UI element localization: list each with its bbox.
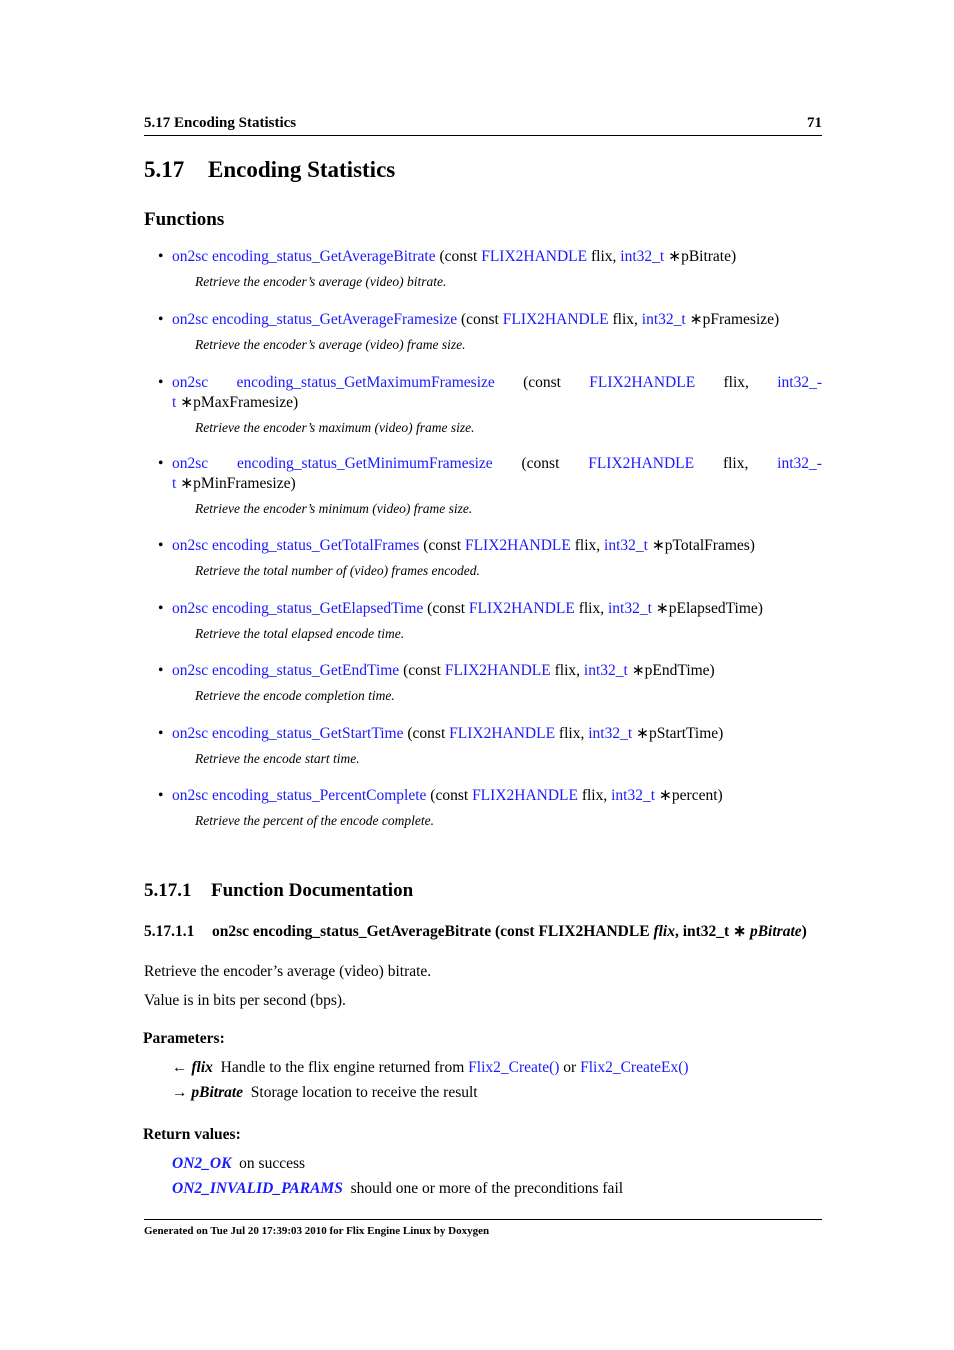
type-link[interactable]: FLIX2HANDLE (502, 311, 609, 328)
int-type-link-cont[interactable]: t (172, 394, 177, 411)
header-page-number: 71 (807, 115, 822, 131)
doc-section-number: 5.17.1 (144, 880, 192, 901)
type-link[interactable]: FLIX2HANDLE (449, 725, 556, 742)
function-name-link[interactable]: encoding_status_GetTotalFrames (212, 537, 420, 554)
type-link[interactable]: FLIX2HANDLE (444, 662, 551, 679)
flix2-create-link[interactable]: Flix2_Create() (468, 1059, 560, 1076)
direction-in-icon: ← (172, 1059, 188, 1076)
return-type-link[interactable]: on2sc (172, 725, 209, 742)
function-description: Retrieve the total elapsed encode time. (195, 626, 405, 641)
function-description: Retrieve the total number of (video) frames encoded. (195, 563, 480, 578)
doc-section-text: Function Documentation (211, 880, 414, 901)
return-type-link[interactable]: on2sc (172, 374, 209, 391)
bullet-icon: • (158, 455, 164, 472)
type-link[interactable]: FLIX2HANDLE (588, 455, 695, 472)
function-description: Retrieve the encode completion time. (195, 688, 395, 703)
param-name: pBitrate (191, 1084, 244, 1101)
function-signature: on2sc encoding_status_GetElapsedTime (const FLIX2HANDLE flix, int32_t ∗pElapsedTime) (172, 600, 763, 617)
doc-value-note: Value is in bits per second (bps). (144, 992, 346, 1009)
return-row: ON2_INVALID_PARAMS should one or more of the preconditions fail (172, 1180, 624, 1197)
function-signature: on2sc encoding_status_GetAverageFramesize (const FLIX2HANDLE flix, int32_t ∗pFramesize) (172, 311, 780, 328)
function-signature: on2sc encoding_status_PercentComplete (const FLIX2HANDLE flix, int32_t ∗percent) (172, 787, 723, 804)
function-item (158, 247, 822, 292)
return-type-link[interactable]: on2sc (172, 248, 209, 265)
param-row: ← flix Handle to the flix engine returned from Flix2_Create() or Flix2_CreateEx() (172, 1059, 689, 1076)
header-section: 5.17 Encoding Statistics (144, 115, 297, 131)
running-header (144, 113, 822, 136)
int-type-link[interactable]: int32_t (583, 662, 628, 679)
bullet-icon: • (158, 725, 164, 742)
function-name-link[interactable]: encoding_status_GetMinimumFramesize (236, 455, 493, 472)
bullet-icon: • (158, 662, 164, 679)
function-name-link[interactable]: encoding_status_PercentComplete (212, 787, 427, 804)
section-title-text: Encoding Statistics (208, 157, 396, 182)
int-type-link[interactable]: int32_t (607, 600, 652, 617)
type-link[interactable]: FLIX2HANDLE (472, 787, 578, 804)
return-row: ON2_OK on success (172, 1155, 306, 1172)
return-value-link[interactable]: ON2_INVALID_PARAMS (172, 1180, 343, 1197)
flix2-createex-link[interactable]: Flix2_CreateEx() (580, 1059, 689, 1076)
direction-out-icon: → (172, 1084, 188, 1101)
return-type-link[interactable]: on2sc (172, 662, 209, 679)
int-type-link-cont[interactable]: t (172, 475, 177, 492)
doc-description: Retrieve the encoder’s average (video) bitrate. (144, 963, 432, 980)
bullet-icon: • (158, 787, 164, 804)
function-item (158, 724, 822, 769)
return-type-link[interactable]: on2sc (172, 787, 209, 804)
doc-section-heading (144, 880, 413, 902)
function-signature: on2sc encoding_status_GetMinimumFramesize (const FLIX2HANDLE flix, int32_- t ∗pMinFramesize) (172, 455, 822, 492)
param-name: flix (191, 1059, 213, 1076)
int-type-link[interactable]: int32_t (620, 248, 665, 265)
type-link[interactable]: FLIX2HANDLE (468, 600, 575, 617)
function-description: Retrieve the encoder’s minimum (video) frame size. (195, 501, 473, 516)
return-value-link[interactable]: ON2_OK (172, 1155, 232, 1172)
type-link[interactable]: FLIX2HANDLE (464, 537, 571, 554)
function-item (158, 310, 822, 355)
function-signature: on2sc encoding_status_GetStartTime (const FLIX2HANDLE flix, int32_t ∗pStartTime) (172, 725, 724, 742)
int-type-link[interactable]: int32_- (777, 374, 822, 391)
int-type-link[interactable]: int32_t (604, 537, 648, 554)
return-type-link[interactable]: on2sc (172, 311, 209, 328)
int-type-link[interactable]: int32_t (588, 725, 633, 742)
function-name-link[interactable]: encoding_status_GetEndTime (212, 662, 400, 679)
function-item (158, 599, 822, 644)
function-name-link[interactable]: encoding_status_GetAverageBitrate (212, 248, 436, 265)
function-description: Retrieve the encoder’s maximum (video) frame size. (195, 420, 475, 435)
param-row: → pBitrate Storage location to receive the result (172, 1084, 478, 1101)
function-signature: on2sc encoding_status_GetEndTime (const FLIX2HANDLE flix, int32_t ∗pEndTime) (172, 662, 715, 679)
function-item (158, 454, 822, 519)
function-description: Retrieve the percent of the encode complete. (195, 813, 435, 828)
bullet-icon: • (158, 248, 164, 265)
int-type-link[interactable]: int32_t (611, 787, 656, 804)
int-type-link[interactable]: int32_t (641, 311, 686, 328)
function-signature: on2sc encoding_status_GetMaximumFramesize (const FLIX2HANDLE flix, int32_- t ∗pMaxFramesize) (172, 374, 822, 411)
type-link[interactable]: FLIX2HANDLE (481, 248, 588, 265)
doc-subsection-heading: 5.17.1.1 on2sc encoding_status_GetAverageBitrate (const FLIX2HANDLE flix, int32_t ∗ pBitrate) (144, 923, 807, 940)
functions-heading: Functions (144, 209, 225, 230)
type-link[interactable]: FLIX2HANDLE (589, 374, 696, 391)
bullet-icon: • (158, 374, 164, 391)
function-name-link[interactable]: encoding_status_GetMaximumFramesize (236, 374, 495, 391)
function-name-link[interactable]: encoding_status_GetStartTime (212, 725, 404, 742)
function-item (158, 786, 822, 831)
function-description: Retrieve the encoder’s average (video) frame size. (195, 337, 466, 352)
return-values-label: Return values: (143, 1126, 241, 1143)
function-name-link[interactable]: encoding_status_GetAverageFramesize (212, 311, 458, 328)
doc-subsection-number: 5.17.1.1 (144, 923, 195, 940)
function-signature: on2sc encoding_status_GetTotalFrames (const FLIX2HANDLE flix, int32_t ∗pTotalFrames) (172, 537, 755, 554)
function-description: Retrieve the encode start time. (195, 751, 360, 766)
function-item (158, 373, 822, 438)
parameters-label: Parameters: (143, 1030, 225, 1047)
return-type-link[interactable]: on2sc (172, 455, 209, 472)
section-title (144, 157, 395, 183)
section-number: 5.17 (144, 157, 185, 182)
function-signature: on2sc encoding_status_GetAverageBitrate (const FLIX2HANDLE flix, int32_t ∗pBitrate) (172, 248, 737, 265)
function-item (158, 661, 822, 706)
function-name-link[interactable]: encoding_status_GetElapsedTime (212, 600, 424, 617)
return-type-link[interactable]: on2sc (172, 600, 209, 617)
return-type-link[interactable]: on2sc (172, 537, 209, 554)
function-description: Retrieve the encoder’s average (video) bitrate. (195, 274, 447, 289)
bullet-icon: • (158, 311, 164, 328)
int-type-link[interactable]: int32_- (777, 455, 822, 472)
bullet-icon: • (158, 600, 164, 617)
bullet-icon: • (158, 537, 164, 554)
page-footer: Generated on Tue Jul 20 17:39:03 2010 for Flix Engine Linux by Doxygen (144, 1219, 822, 1237)
function-item (158, 536, 822, 581)
